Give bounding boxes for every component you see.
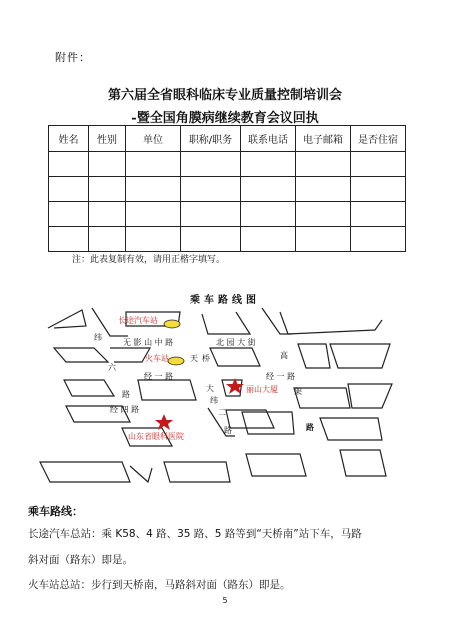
table-row <box>49 227 406 252</box>
map-label-jingyi-road-left: 经 一 路 <box>144 372 174 381</box>
map-label-long-bus-station: 长途汽车站 <box>118 316 158 325</box>
table-cell[interactable] <box>351 227 406 252</box>
table-cell[interactable] <box>241 227 296 252</box>
route-train-station: 火车站总站：步行到天桥南，马路斜对面（路东）即是。 <box>28 579 291 591</box>
table-row <box>49 177 406 202</box>
map-label-lishan-building: 丽山大厦 <box>246 385 278 394</box>
block-top-left <box>48 310 86 328</box>
header-email: 电子邮箱 <box>296 126 351 152</box>
header-phone: 联系电话 <box>241 126 296 152</box>
table-cell[interactable] <box>126 227 181 252</box>
map-title: 乘车路线图 <box>190 295 260 306</box>
block-base-f <box>340 450 386 476</box>
block-base-e <box>246 454 306 476</box>
map-label-jingsi-road: 经 四 路 <box>110 405 140 414</box>
table-cell[interactable] <box>89 177 126 202</box>
document-subtitle: -暨全国角膜病继续教育会议回执 <box>131 111 319 126</box>
block-mid-e <box>330 344 390 368</box>
block-mid-d <box>298 344 330 368</box>
map-label-wei: 纬 <box>94 333 102 342</box>
block-mid-b <box>110 348 150 362</box>
map-label-liu: 六 <box>108 363 116 372</box>
road-blocks <box>40 308 392 482</box>
table-cell[interactable] <box>241 177 296 202</box>
map-label-lu-mid: 路 <box>224 426 232 435</box>
block-base-b <box>40 462 130 482</box>
document-title: 第六届全省眼科临床专业质量控制培训会 <box>107 88 342 103</box>
table-cell[interactable] <box>49 227 89 252</box>
map-label-train-station: 火车站 <box>145 354 169 363</box>
block-top-e <box>280 312 382 334</box>
table-cell[interactable] <box>296 177 351 202</box>
table-cell[interactable] <box>296 227 351 252</box>
block-top-d <box>262 308 292 334</box>
table-cell[interactable] <box>241 202 296 227</box>
map-label-lu-left: 路 <box>122 390 130 399</box>
route-map <box>30 300 410 490</box>
header-name: 姓名 <box>49 126 89 152</box>
block-bottom-e <box>320 418 382 440</box>
block-lower-b <box>138 380 196 400</box>
map-label-da: 大 <box>206 384 214 393</box>
map-label-tianqiao-tian: 天 <box>190 354 198 363</box>
table-cell[interactable] <box>181 177 241 202</box>
map-label-wei-2: 纬 <box>210 396 218 405</box>
table-cell[interactable] <box>351 202 406 227</box>
header-gender: 性别 <box>89 126 126 152</box>
table-row <box>49 202 406 227</box>
table-body <box>49 152 406 252</box>
map-label-hospital: 山东省眼科医院 <box>128 432 184 441</box>
header-title-position: 职称/职务 <box>181 126 241 152</box>
map-label-jingyi-road-right: 经 一 路 <box>266 372 296 381</box>
table-cell[interactable] <box>126 177 181 202</box>
map-label-jia: 架 <box>294 387 302 396</box>
block-base-d <box>164 462 230 482</box>
table-cell[interactable] <box>181 152 241 177</box>
block-mid-c <box>210 348 260 366</box>
map-label-er: 二 <box>218 408 226 417</box>
table-cell[interactable] <box>181 227 241 252</box>
block-lower-e <box>348 384 392 408</box>
header-lodging: 是否住宿 <box>351 126 406 152</box>
block-lower-a <box>64 380 114 396</box>
table-cell[interactable] <box>241 152 296 177</box>
table-cell[interactable] <box>89 202 126 227</box>
table-note: 注：此表复制有效，请用正楷字填写。 <box>72 255 226 265</box>
table-cell[interactable] <box>89 227 126 252</box>
table-header-row <box>49 126 406 152</box>
map-label-beiyuan-street: 北 园 大 街 <box>216 338 256 347</box>
table-cell[interactable] <box>296 202 351 227</box>
block-bottom-b <box>226 410 274 428</box>
long-bus-station-marker <box>164 320 180 328</box>
map-label-tianqiao-qiao: 桥 <box>202 354 210 363</box>
page-number: 5 <box>222 596 228 605</box>
block-mid-a <box>54 348 108 362</box>
table-cell[interactable] <box>181 202 241 227</box>
table-cell[interactable] <box>351 152 406 177</box>
block-top-c <box>202 312 250 334</box>
attachment-label: 附件： <box>55 51 91 64</box>
table-row <box>49 152 406 177</box>
map-label-lu-far: 路 <box>306 423 314 432</box>
table-cell[interactable] <box>351 177 406 202</box>
table-cell[interactable] <box>49 177 89 202</box>
map-label-gao: 高 <box>280 351 288 360</box>
table-cell[interactable] <box>49 152 89 177</box>
route-long-bus-line1: 长途汽车总站：乘 K58、4 路、35 路、5 路等到“天桥南”站下车，马路 <box>28 528 362 540</box>
registration-form-table <box>48 125 406 252</box>
table-cell[interactable] <box>126 152 181 177</box>
table-cell[interactable] <box>126 202 181 227</box>
train-station-marker <box>168 357 184 365</box>
table-cell[interactable] <box>296 152 351 177</box>
block-base-c <box>130 466 152 482</box>
table-cell[interactable] <box>89 152 126 177</box>
table-cell[interactable] <box>49 202 89 227</box>
block-lower-d <box>294 388 350 408</box>
map-label-wuyingshan-road: 无 影 山 中 路 <box>123 338 174 347</box>
routes-heading: 乘车路线： <box>28 505 83 518</box>
header-organization: 单位 <box>126 126 181 152</box>
route-long-bus-line2: 斜对面（路东）即是。 <box>28 554 133 566</box>
